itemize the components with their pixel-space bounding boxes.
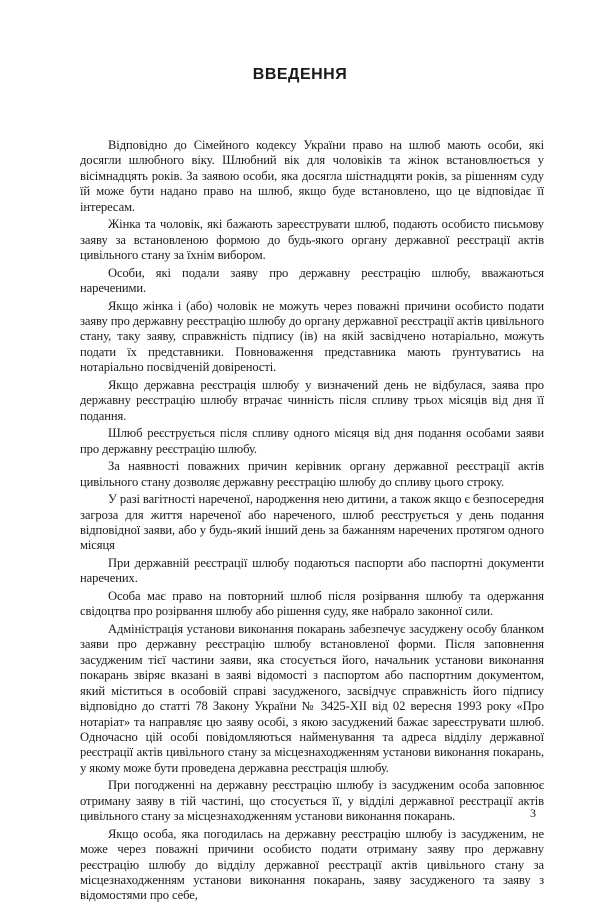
paragraph-2: Жінка та чоловік, які бажають зареєструвати шлюб, подають особисто письмову заяву за встановленою формою до будь-якого органу державної реєстрації актів цивільного стану за їхнім вибором. (80, 217, 544, 263)
page-title: ВВЕДЕННЯ (252, 66, 348, 83)
paragraph-10: Особа має право на повторний шлюб після розірвання шлюбу та одержання свідоцтва про розірвання шлюбу або рішення суду, яке набрало законної сили. (80, 589, 544, 619)
paragraph-13: Якщо особа, яка погодилась на державну реєстрацію шлюбу із засудженим, не може через поважні причини особисто подати отриману заяву про державну реєстрацію шлюбу до відділу державної реєстрації актів цивільного стану за місцезнаходженням установи виконання покарань, заяву засудженого та заяву з відомостями про себе, (80, 826, 544, 903)
paragraph-4: Якщо жінка і (або) чоловік не можуть через поважні причини особисто подати заяву про державну реєстрацію шлюбу до органу державної реєстрації актів цивільного стану, таку заяву, справжність підпису (ів) на якій засвідчено нотаріально, можуть подати їх представники. Повноваження представника мають ґрунтуватись на нотаріально посвідченій довіреності. (80, 298, 544, 375)
paragraph-11: Адміністрація установи виконання покарань забезпечує засуджену особу бланком заяви про державну реєстрацію шлюбу встановленої форми. Після заповнення засудженим тієї частини заяви, яка стосується його, начальник установи виконання покарань звіряє вказані в заяві відомості з паспортом або паспортним документом, який міститься в особовій справі засудженого, засвідчує справжність його підпису відповідно до статті 78 Закону України № 3425-XII від 02 вересня 1993 року «Про нотаріат» та направляє цю заяву особі, з якою засуджений бажає зареєструвати шлюб. Одночасно цій особі повідомляються найменування та адреса відділу державної реєстрації актів цивільного стану за місцезнаходженням установи виконання покарань, у якому може бути проведена державна реєстрація шлюбу. (80, 622, 544, 775)
paragraph-12: При погодженні на державну реєстрацію шлюбу із засудженим особа заповнює отриману заяву в тій частині, що стосується її, у відділі державної реєстрації актів цивільного стану за місцезнаходженням установи виконання покарань. (80, 778, 544, 824)
paragraph-7: За наявності поважних причин керівник органу державної реєстрації актів цивільного стану дозволяє державну реєстрацію шлюбу до спливу цього строку. (80, 459, 544, 489)
body-text (80, 138, 544, 906)
paragraph-8: У разі вагітності нареченої, народження нею дитини, а також якщо є безпосередня загроза для життя нареченої або нареченого, шлюб реєструється у день подання відповідної заяви, або у будь-який інший день за бажанням наречених протягом одного місяця (80, 492, 544, 553)
paragraph-3: Особи, які подали заяву про державну реєстрацію шлюбу, вважаються нареченими. (80, 265, 544, 296)
paragraph-6: Шлюб реєструється після спливу одного місяця від дня подання особами заяви про державну реєстрацію шлюбу. (80, 426, 544, 456)
paragraph-9: При державній реєстрації шлюбу подаються паспорти або паспортні документи наречених. (80, 556, 544, 586)
paragraph-5: Якщо державна реєстрація шлюбу у визначений день не відбулася, заява про державну реєстрацію шлюбу втрачає чинність після спливу трьох місяців від дня її подання. (80, 377, 544, 423)
page-number: 3 (530, 806, 536, 820)
paragraph-1: Відповідно до Сімейного кодексу України право на шлюб мають особи, які досягли шлюбного віку. Шлюбний вік для чоловіків та жінок встановлюється у вісімнадцять років. За заявою особи, яка досягла шістнадцяти років, за рішенням суду їй може бути надано право на шлюб, якщо буде встановлено, що це відповідає її інтересам. (80, 138, 544, 214)
